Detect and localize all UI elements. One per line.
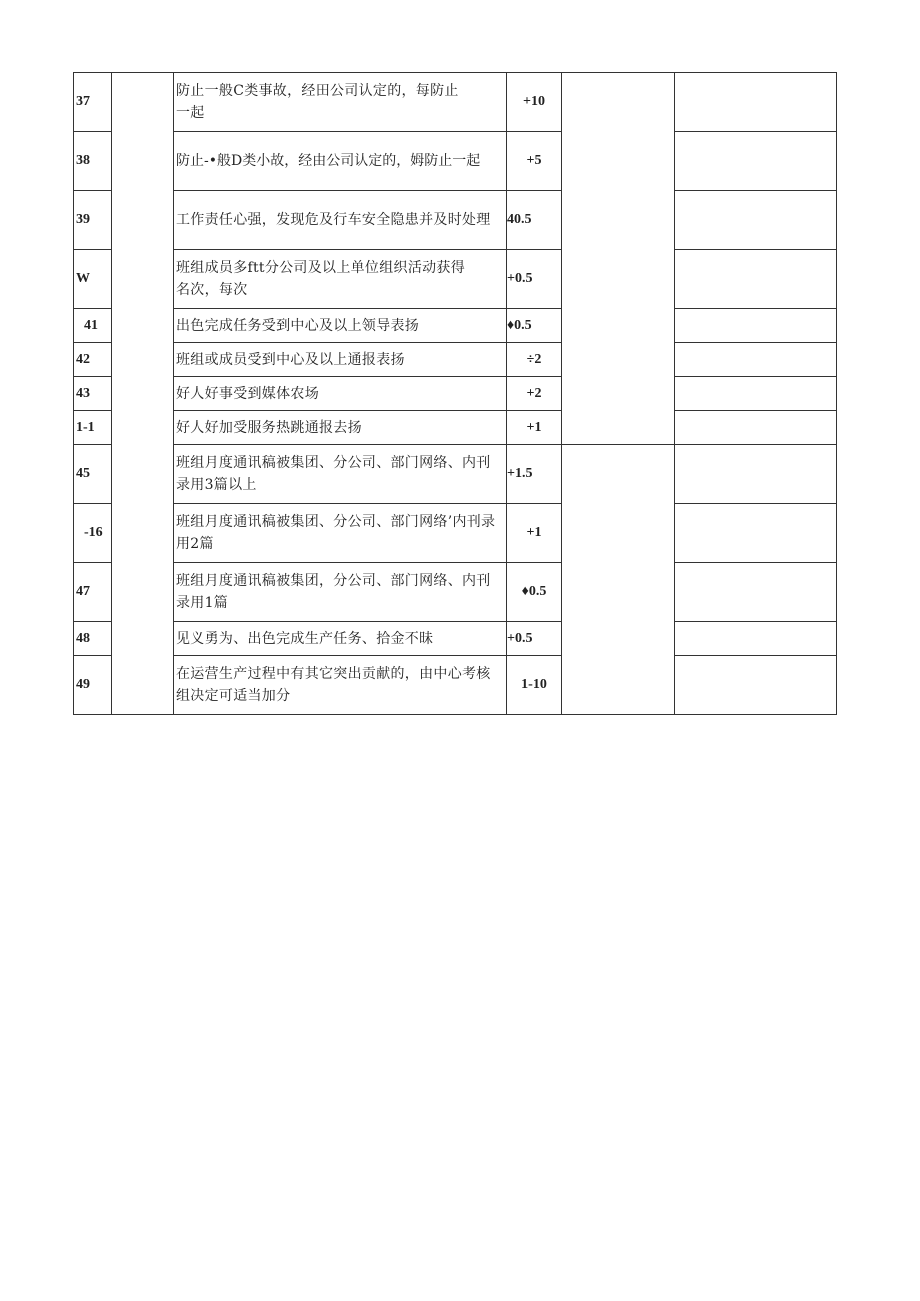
row-score: +1 [507, 411, 562, 445]
table-row [74, 411, 837, 445]
row-number: W [74, 250, 112, 309]
remark-cell [675, 343, 837, 377]
row-description: 见义勇为、出色完成生产任务、拾金不昧 [174, 622, 507, 656]
row-number: 41 [74, 309, 112, 343]
row-score: +5 [507, 132, 562, 191]
remark-cell [675, 309, 837, 343]
table-row [74, 250, 837, 309]
row-description: 出色完成任务受到中心及以上领导表扬 [174, 309, 507, 343]
remark-cell [675, 563, 837, 622]
row-description: 班组或成员受到中心及以上通报表扬 [174, 343, 507, 377]
table-row [74, 191, 837, 250]
table-row [74, 563, 837, 622]
row-description: 好人好事受到媒体农场 [174, 377, 507, 411]
row-score: +1 [507, 504, 562, 563]
row-number: 37 [74, 73, 112, 132]
row-description: 防止-•般D类小故，经由公司认定的，姆防止一起 [174, 132, 507, 191]
row-number: 1-1 [74, 411, 112, 445]
remark-cell [675, 377, 837, 411]
row-number: 47 [74, 563, 112, 622]
row-score: ♦0.5 [507, 309, 562, 343]
table-row [74, 343, 837, 377]
table-row [74, 73, 837, 132]
remark-cell [675, 622, 837, 656]
remark-cell [675, 250, 837, 309]
row-score: 1-10 [507, 656, 562, 715]
row-score: ÷2 [507, 343, 562, 377]
row-number: 45 [74, 445, 112, 504]
row-description: 防止一般C类事故，经田公司认定的，每防止一起 [174, 73, 507, 132]
table-row [74, 622, 837, 656]
row-number: 49 [74, 656, 112, 715]
table-row [74, 309, 837, 343]
row-score: +2 [507, 377, 562, 411]
table-row [74, 504, 837, 563]
merged-cell [562, 73, 675, 445]
category-cell [112, 73, 174, 715]
row-description: 工作责任心强，发现危及行车安全隐患并及时处理 [174, 191, 507, 250]
row-number: 48 [74, 622, 112, 656]
remark-cell [675, 504, 837, 563]
row-number: 42 [74, 343, 112, 377]
remark-cell [675, 191, 837, 250]
row-description: 班组月度通讯稿被集团、分公司、部门网络’内刊录用2篇 [174, 504, 507, 563]
table-row [74, 656, 837, 715]
row-score: 40.5 [507, 191, 562, 250]
row-description: 好人好加受服务热跳通报去扬 [174, 411, 507, 445]
table-row [74, 132, 837, 191]
remark-cell [675, 411, 837, 445]
remark-cell [675, 656, 837, 715]
table-row [74, 377, 837, 411]
row-description: 班组成员多ftt分公司及以上单位组织活动获得名次，每次 [174, 250, 507, 309]
row-description: 班组月度通讯稿被集团、分公司、部门网络、内刊录用3篇以上 [174, 445, 507, 504]
row-score: +1.5 [507, 445, 562, 504]
table-row [74, 445, 837, 504]
row-description: 在运营生产过程中有其它突出贡献的，由中心考核组决定可适当加分 [174, 656, 507, 715]
row-score: +0.5 [507, 622, 562, 656]
row-number: 39 [74, 191, 112, 250]
row-score: +10 [507, 73, 562, 132]
row-number: -16 [74, 504, 112, 563]
row-score: +0.5 [507, 250, 562, 309]
remark-cell [675, 73, 837, 132]
row-score: ♦0.5 [507, 563, 562, 622]
merged-cell [562, 445, 675, 715]
remark-cell [675, 445, 837, 504]
score-table [73, 72, 837, 715]
row-description: 班组月度通讯稿被集团，分公司、部门网络、内刊录用1篇 [174, 563, 507, 622]
row-number: 43 [74, 377, 112, 411]
remark-cell [675, 132, 837, 191]
row-number: 38 [74, 132, 112, 191]
